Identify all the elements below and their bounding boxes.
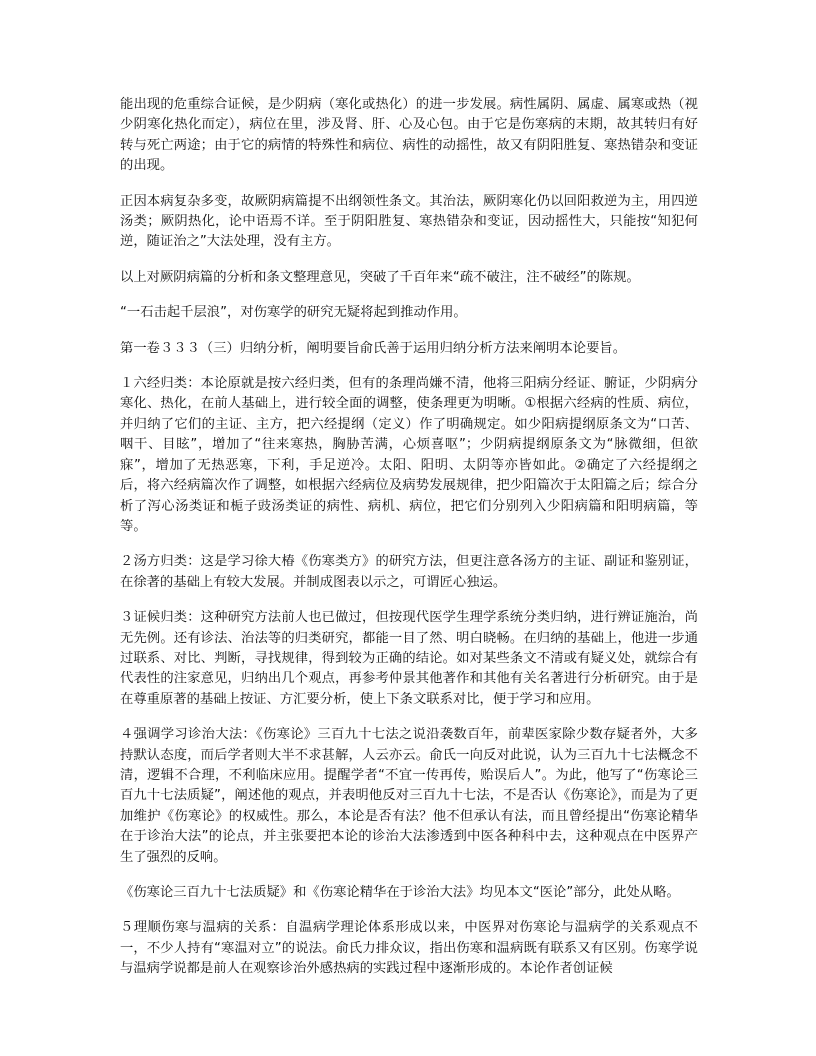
paragraph: “一石击起千层浪”，对伤寒学的研究无疑将起到推动作用。 [120, 305, 467, 321]
paragraph: 《伤寒论三百九十七法质疑》和《伤寒论精华在于诊治大法》均见本文“医论”部分，此处从略。 [120, 885, 680, 900]
paragraph: 正因本病复杂多变，故厥阴病篇提不出纲领性条文。其治法，厥阴寒化仍以回阳救逆为主，用四逆汤类；厥阴热化，论中语焉不详。至于阴阳胜复、寒热错杂和变证，因动摇性大，只能按“知犯何逆，随证治之”大法处理，没有主方。 [120, 193, 698, 250]
paragraph: 能出现的危重综合证候，是少阴病（寒化或热化）的进一步发展。病性属阴、属虚、属寒或热（视少阴寒化热化而定），病位在里，涉及肾、肝、心及心包。由于它是伤寒病的末期，故其转归有好转与死亡两途；由于它的病情的特殊性和病位、病性的动摇性，故又有阴阳胜复、寒热错杂和变证的出现。 [120, 97, 698, 174]
paragraph: ３证候归类：这种研究方法前人也已做过，但按现代医学生理学系统分类归纳，进行辨证施治，尚无先例。还有诊法、治法等的归类研究，都能一目了然、明白晓畅。在归纳的基础上，他进一步通过联系、对比、判断，寻找规律，得到较为正确的结论。如对某些条文不清或有疑义处，就综合有代表性的注家意见，归纳出几个观点，再参考仲景其他著作和其他有关名著进行分析研究。由于是在尊重原著的基础上按证、方汇要分析，使上下条文联系对比，便于学习和应用。 [120, 610, 698, 707]
paragraph: ４强调学习诊治大法：《伤寒论》三百九十七法之说沿袭数百年，前辈医家除少数存疑者外，大多持默认态度，而后学者则大半不求甚解，人云亦云。俞氏一向反对此说，认为三百九十七法概念不清，逻辑不合理，不利临床应用。提醒学者“不宜一传再传，贻误后人”。为此，他写了“伤寒论三百九十七法质疑”，阐述他的观点，并表明他反对三百九十七法，不是否认《伤寒论》，而是为了更加维护《伤寒论》的权威性。那么，本论是否有法？他不但承认有法，而且曾经提出“伤寒论精华在于诊治大法”的论点，并主张要把本论的诊治大法渗透到中医各种科中去，这种观点在中医界产生了强烈的反响。 [120, 727, 698, 865]
paragraph: 第一卷３３３（三）归纳分析，阐明要旨俞氏善于运用归纳分析方法来阐明本论要旨。 [120, 340, 627, 356]
paragraph: ５理顺伤寒与温病的关系：自温病学理论体系形成以来，中医界对伤寒论与温病学的关系观点不一，不少人持有“寒温对立”的说法。俞氏力排众议，指出伤寒和温病既有联系又有区别。伤寒学说与温病学说都是前人在观察诊治外感热病的实践过程中逐渐形成的。本论作者创证候 [120, 920, 698, 977]
document-body [120, 95, 698, 995]
paragraph: ２汤方归类：这是学习徐大椿《伤寒类方》的研究方法，但更注意各汤方的主证、副证和鉴别证，在徐著的基础上有较大发展。并制成图表以示之，可谓匠心独运。 [120, 554, 698, 590]
paragraph: 以上对厥阴病篇的分析和条文整理意见，突破了千百年来“疏不破注，注不破经”的陈规。 [120, 269, 640, 285]
paragraph: １六经归类：本论原就是按六经归类，但有的条理尚嫌不清，他将三阳病分经证、腑证，少阴病分寒化、热化，在前人基础上，进行较全面的调整，使条理更为明晰。①根据六经病的性质、病位，并归纳了它们的主证、主方，把六经提纲（定义）作了明确规定。如少阳病提纲原条文为“口苦、咽干、目眩”，增加了“往来寒热，胸胁苦满，心烦喜呕”；少阴病提纲原条文为“脉微细，但欲寐”，增加了无热恶寒，下利，手足逆冷。太阳、阳明、太阴等亦皆如此。②确定了六经提纲之后，将六经病篇次作了调整，如根据六经病位及病势发展规律，把少阳篇次于太阳篇之后；综合分析了泻心汤类证和栀子豉汤类证的病性、病机、病位，把它们分别列入少阳病篇和阳明病篇，等等。 [120, 376, 698, 534]
